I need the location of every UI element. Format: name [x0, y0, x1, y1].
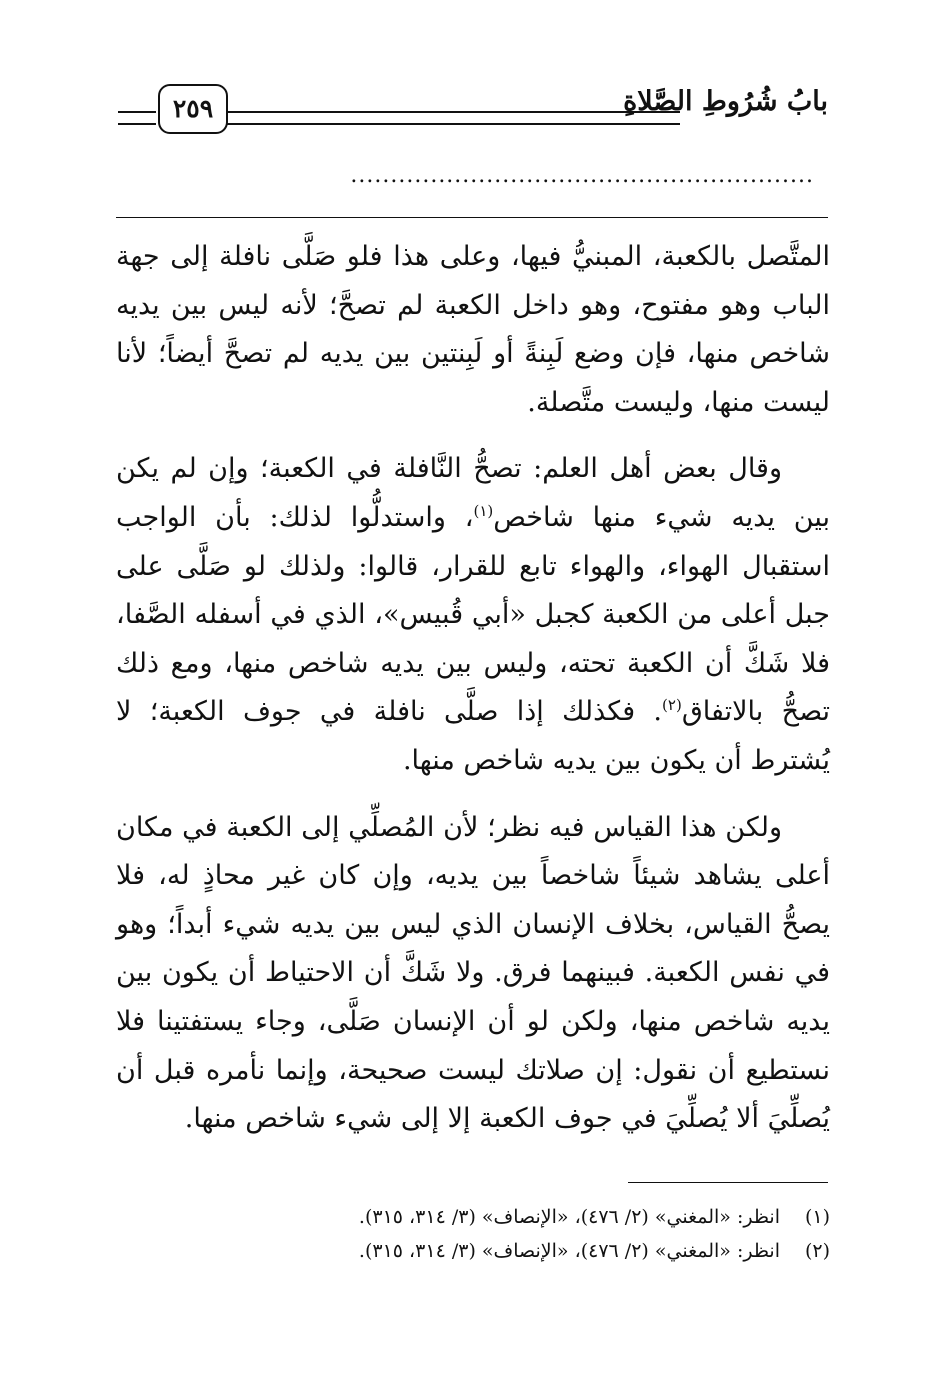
footnote-separator	[628, 1182, 828, 1183]
footnote-text: انظر: «المغني» (٢/ ٤٧٦)، «الإنصاف» (٣/ ٣١٤، ٣١٥).	[358, 1240, 780, 1262]
header-rule-left	[118, 111, 156, 125]
page-number: ٢٥٩	[158, 84, 228, 134]
top-separator	[116, 217, 828, 218]
footnote-2	[270, 1234, 830, 1268]
footnote-ref-2[interactable]: (٢)	[662, 696, 682, 715]
chapter-title: بابُ شُرُوطِ الصَّلاةِ	[623, 86, 828, 117]
footnote-number: (١)	[804, 1206, 830, 1228]
footnotes	[270, 1200, 830, 1268]
paragraph-2-part-a: وقال بعض أهل العلم: تصحُّ النَّافلة في الكعبة؛ وإن لم يكن بين يديه شيء منها شاخص	[116, 453, 830, 533]
main-text	[116, 233, 830, 1162]
page-header	[118, 78, 828, 138]
paragraph-2-part-b: ، واستدلُّوا لذلك: بأن الواجب استقبال الهواء، والهواء تابع للقرار، قالوا: ولذلك لو صَلَّى على جبل أعلى من الكعبة كجبل «أبي قُبيس»، الذي في أسفله الصَّفا، فلا شَكَّ أن الكعبة تحته، وليس بين يديه شاخص منها، ومع ذلك تصحُّ بالاتفاق	[116, 501, 830, 728]
footnote-text: انظر: «المغني» (٢/ ٤٧٦)، «الإنصاف» (٣/ ٣١٤، ٣١٥).	[358, 1206, 780, 1228]
footnote-number: (٢)	[804, 1240, 830, 1262]
paragraph-3: ولكن هذا القياس فيه نظر؛ لأن المُصلِّي إلى الكعبة في مكان أعلى يشاهد شيئاً شاخصاً بين يديه، وإن كان غير محاذٍ له، فلا يصحُّ القياس، بخلاف الإنسان الذي ليس بين يديه شيء أبداً؛ وهو في نفس الكعبة. فبينهما فرق. ولا شَكَّ أن الاحتياط أن يكون بين يديه شاخص منها، ولكن لو أن الإنسان صَلَّى، وجاء يستفتينا فلا نستطيع أن نقول: إن صلاتك ليست صحيحة، وإنما نأمره قبل أن يُصلِّيَ ألا يُصلِّيَ في جوف الكعبة إلا إلى شيء شاخص منها.	[116, 811, 830, 1135]
dotted-divider: ..........................................................	[350, 166, 814, 186]
paragraph-2	[116, 445, 830, 785]
paragraph-1: المتَّصل بالكعبة، المبنيُّ فيها، وعلى هذا فلو صَلَّى نافلة إلى جهة الباب وهو مفتوح، وهو داخل الكعبة لم تصحَّ؛ لأنه ليس بين يديه شاخص منها، فإن وضع لَبِنةً أو لَبِنتين بين يديه لم تصحَّ أيضاً؛ لأنا ليست منها، وليست متَّصلة.	[116, 241, 831, 418]
footnote-1	[270, 1200, 830, 1234]
header-rule-right	[226, 111, 680, 125]
footnote-ref-1[interactable]: (١)	[473, 501, 494, 520]
paragraph-2-part-c: . فكذلك إذا صلَّى نافلة في جوف الكعبة؛ لا يُشترط أن يكون بين يديه شاخص منها.	[116, 696, 830, 776]
